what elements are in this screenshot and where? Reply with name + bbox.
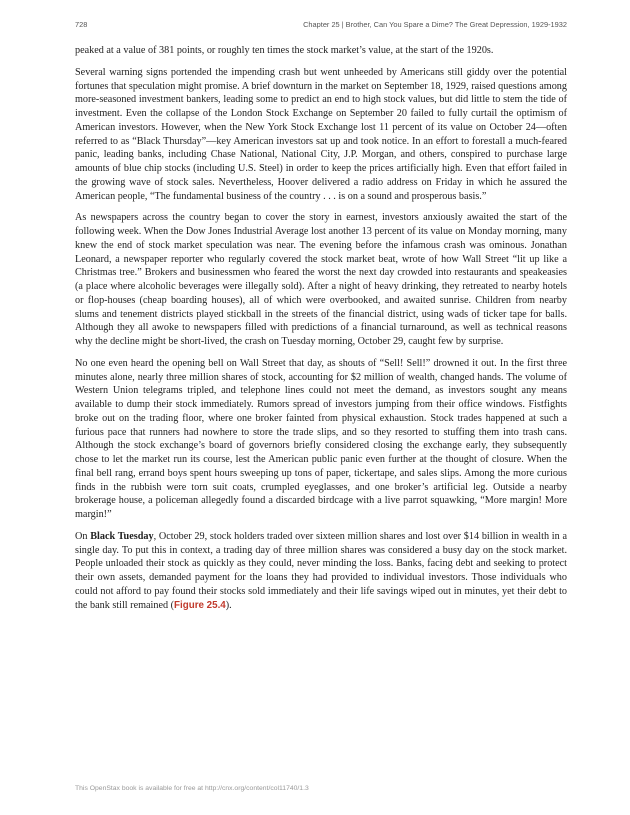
paragraph-5-body: , October 29, stock holders traded over sixteen million shares and lost over $14 billion in wealth in a single day. To put this in context, a trading day of three million shares was considered a busy day on the stock market. People unloaded their stock as quickly as they could, never minding the loss. Banks, facing debt and seeking to protect their own assets, demanded payment for the loans they had provided to individual investors. Those individuals who could not afford to pay found their stocks sold immediately and their life savings wiped out in minutes, yet their debt to the bank still remained ( [75, 530, 567, 611]
page-footer: This OpenStax book is available for free at http://cnx.org/content/col11740/1.3 [75, 785, 309, 792]
paragraph-5-end: ). [225, 599, 232, 611]
figure-link[interactable]: Figure 25.4 [174, 599, 226, 611]
key-term-black-tuesday: Black Tuesday [90, 530, 154, 542]
paragraph-1: peaked at a value of 381 points, or roughly ten times the stock market’s value, at the start of the 1920s. [75, 45, 494, 56]
paragraph-4: No one even heard the opening bell on Wall Street that day, as shouts of “Sell! Sell!” drowned it out. In the first three minutes alone, nearly three million shares of stock, accounting for $2 million of wealth, changed hands. The volume of Western Union telegrams tripled, and telephone lines could not meet the demand, as investors sought any means available to dump their stock immediately. Rumors spread of investors jumping from their office windows. Fistfights broke out on the trading floor, where one broker fainted from physical exhaustion. Stock trades happened at such a furious pace that runners had nowhere to store the trade slips, and so they resorted to stuffing them into trash cans. Although the stock exchange’s board of governors briefly considered closing the exchange early, they subsequently chose to let the market run its course, lest the American public panic even further at the thought of closure. When the final bell rang, errand boys spent hours sweeping up tons of paper, tickertape, and sales slips. Among the more curious finds in the rubbish were torn suit coats, crumpled eyeglasses, and one broker’s artificial leg. Outside a nearby brokerage house, a policeman allegedly found a discarded birdcage with a live parrot squawking, “More margin! More margin!” [75, 357, 567, 520]
paragraph-3: As newspapers across the country began to cover the story in earnest, investors anxiously awaited the start of the following week. When the Dow Jones Industrial Average lost another 13 percent of its value on Monday morning, many knew the end of stock market speculation was near. The evening before the infamous crash was ominous. Jonathan Leonard, a newspaper reporter who regularly covered the stock market beat, wrote of how Wall Street “lit up like a Christmas tree.” Brokers and businessmen who feared the worst the next day crowded into restaurants and speakeasies (a place where alcoholic beverages were illegally sold). After a night of heavy drinking, they retreated to nearby hotels or flop-houses (cheap boarding houses), all of which were overbooked, and awaited sunrise. Children from nearby slums and tenement districts played stickball in the streets of the financial district, using wads of ticker tape for balls. Although they all awoke to newspapers filled with predictions of a financial turnaround, as well as technical reasons why the decline might be short-lived, the crash on Tuesday morning, October 29, caught few by surprise. [75, 212, 567, 347]
paragraph-5 [75, 530, 567, 613]
chapter-title: Chapter 25 | Brother, Can You Spare a Dime? The Great Depression, 1929-1932 [303, 20, 567, 29]
paragraph-2: Several warning signs portended the impending crash but went unheeded by Americans still giddy over the potential fortunes that speculation might promise. A brief downturn in the market on September 18, 1929, raised questions among more-seasoned investment bankers, leading some to predict an end to high stock values, but did little to stem the tide of investment. Even the collapse of the London Stock Exchange on September 20 failed to fully curtail the optimism of American investors. However, when the New York Stock Exchange lost 11 percent of its value on October 24—often referred to as “Black Thursday”—key American investors sat up and took notice. In an effort to forestall a much-feared panic, leading banks, including Chase National, National City, J.P. Morgan, and others, conspired to purchase large amounts of blue chip stocks (including U.S. Steel) in order to keep the prices artificially high. Even that effort failed in the growing wave of stock sales. Nevertheless, Hoover delivered a radio address on Friday in which he assured the American people, “The fundamental business of the country . . . is on a sound and prosperous basis.” [75, 66, 567, 202]
paragraph-5-intro: On [75, 530, 91, 542]
body-text [75, 44, 567, 620]
page-number: 728 [75, 20, 88, 29]
page-header [75, 20, 567, 32]
